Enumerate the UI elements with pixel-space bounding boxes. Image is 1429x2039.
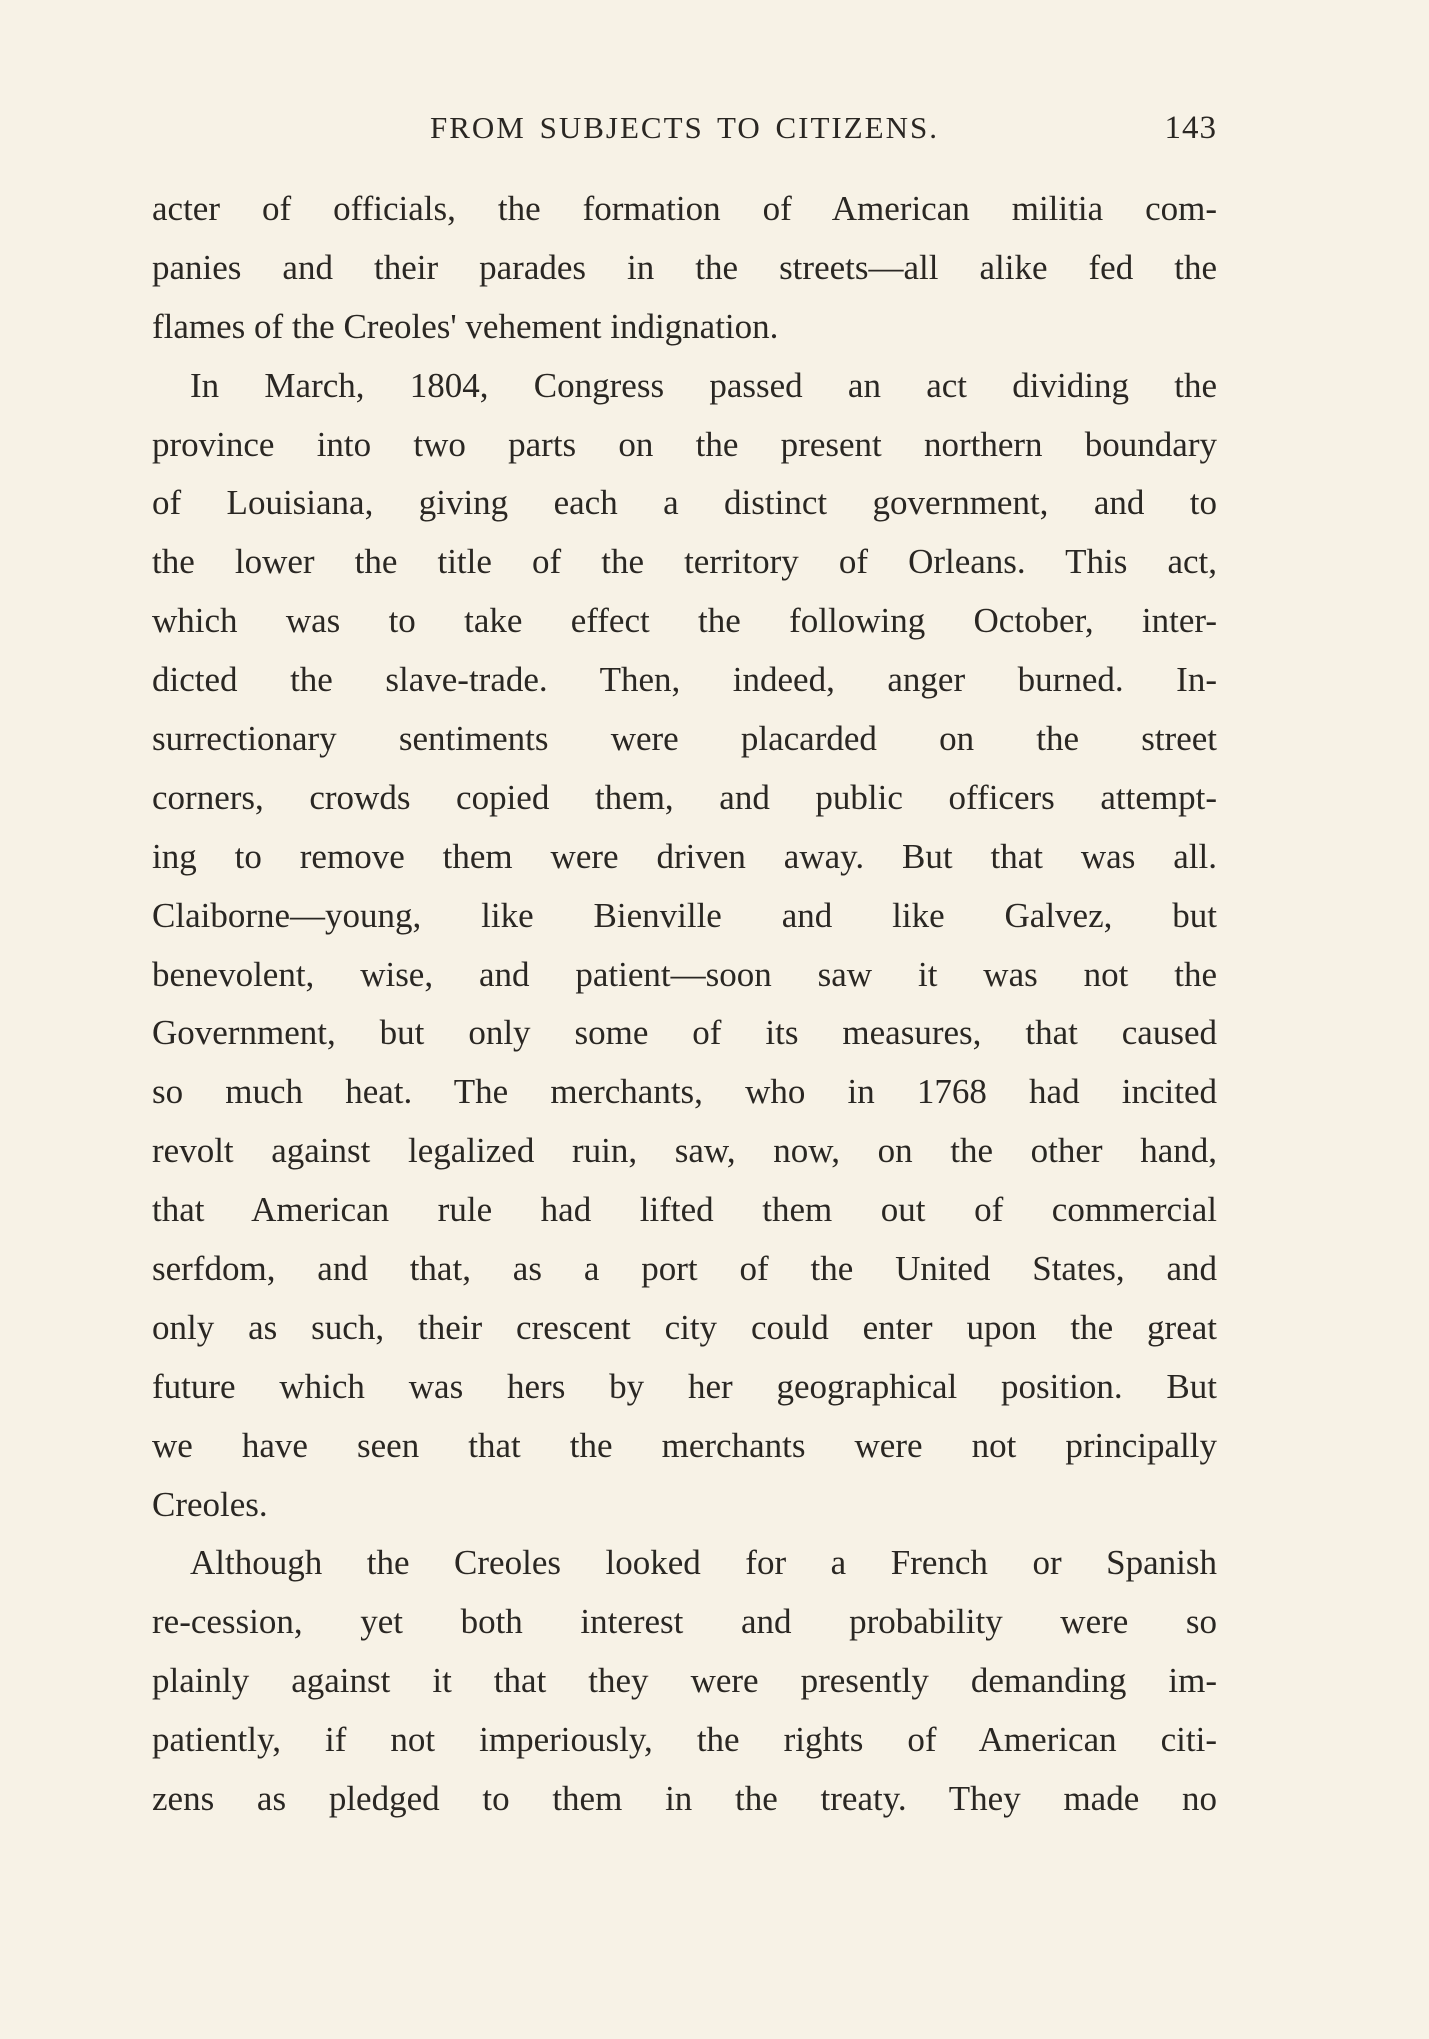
text-line: dicted the slave-trade. Then, indeed, anger burned. In- xyxy=(152,660,1217,700)
text-line: surrectionary sentiments were placarded on the street xyxy=(152,719,1217,759)
text-line: zens as pledged to them in the treaty. They made no xyxy=(152,1779,1217,1819)
text-line: acter of officials, the formation of American militia com- xyxy=(152,189,1217,228)
text-line: corners, crowds copied them, and public officers attempt- xyxy=(152,777,1217,817)
text-line: Government, but only some of its measures, that caused xyxy=(152,1013,1217,1053)
text-line: ing to remove them were driven away. But that was all. xyxy=(152,836,1217,876)
text-line: serfdom, and that, as a port of the United States, and xyxy=(152,1249,1217,1289)
running-head xyxy=(152,106,1217,150)
running-title: FROM SUBJECTS TO CITIZENS. xyxy=(430,110,939,145)
text-line: we have seen that the merchants were not principally xyxy=(152,1425,1217,1465)
text-line: patiently, if not imperiously, the rights of American citi- xyxy=(152,1720,1217,1760)
text-line: the lower the title of the territory of Orleans. This act, xyxy=(152,542,1217,582)
text-line: province into two parts on the present northern boundary xyxy=(152,424,1217,464)
text-line: plainly against it that they were presently demanding im- xyxy=(152,1661,1217,1701)
paragraph-start-line: In March, 1804, Congress passed an act dividing the xyxy=(190,365,1217,405)
text-line: only as such, their crescent city could enter upon the great xyxy=(152,1307,1217,1347)
text-line: Claiborne—young, like Bienville and like Galvez, but xyxy=(152,895,1217,935)
page-number: 143 xyxy=(1164,110,1217,146)
text-line: revolt against legalized ruin, saw, now, on the other hand, xyxy=(152,1131,1217,1171)
text-line: which was to take effect the following October, inter- xyxy=(152,601,1217,641)
text-line: that American rule had lifted them out of commercial xyxy=(152,1190,1217,1230)
text-line: panies and their parades in the streets—all alike fed the xyxy=(152,247,1217,287)
text-line: benevolent, wise, and patient—soon saw it was not the xyxy=(152,954,1217,994)
text-line: so much heat. The merchants, who in 1768 had incited xyxy=(152,1072,1217,1112)
body-text xyxy=(152,180,1217,1829)
text-line: flames of the Creoles' vehement indignation. xyxy=(152,306,779,346)
text-line: Creoles. xyxy=(152,1484,268,1524)
text-line: of Louisiana, giving each a distinct government, and to xyxy=(152,483,1217,523)
paragraph-start-line: Although the Creoles looked for a French or Spanish xyxy=(190,1543,1217,1583)
text-line: future which was hers by her geographical position. But xyxy=(152,1366,1217,1406)
text-line: re-cession, yet both interest and probability were so xyxy=(152,1602,1217,1642)
